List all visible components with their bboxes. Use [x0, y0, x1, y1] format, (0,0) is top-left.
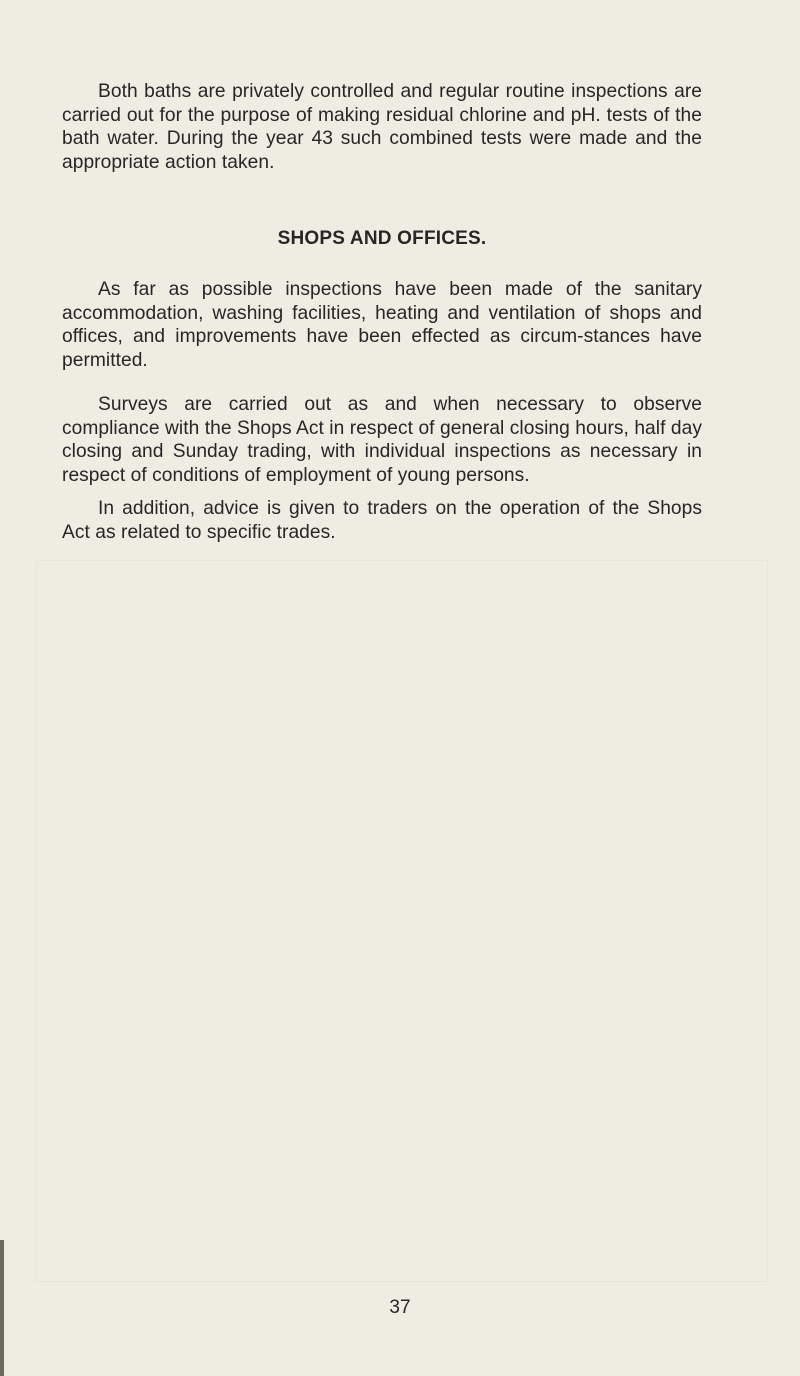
section-heading: SHOPS AND OFFICES.	[277, 228, 487, 249]
show-through-shadow	[36, 560, 768, 1282]
page-edge-mark	[0, 1240, 4, 1376]
baths-paragraph: Both baths are privately controlled and regular routine inspections are carried out for the purpose of making residual chlorine and pH. tests of the bath water. During the year 43 such combined tests were made and the appropriate action taken.	[62, 81, 702, 173]
inspections-paragraph: As far as possible inspections have been made of the sanitary accommodation, washing facilities, heating and ventilation of shops and offices, and improvements have been effected as circum-stances have permitted.	[62, 279, 702, 371]
page-number: 37	[389, 1297, 411, 1318]
advice-paragraph: In addition, advice is given to traders on the operation of the Shops Act as related to specific trades.	[62, 498, 702, 543]
surveys-paragraph: Surveys are carried out as and when necessary to observe compliance with the Shops Act in respect of general closing hours, half day closing and Sunday trading, with individual inspections as necessary in respect of conditions of employment of young persons.	[62, 394, 702, 486]
